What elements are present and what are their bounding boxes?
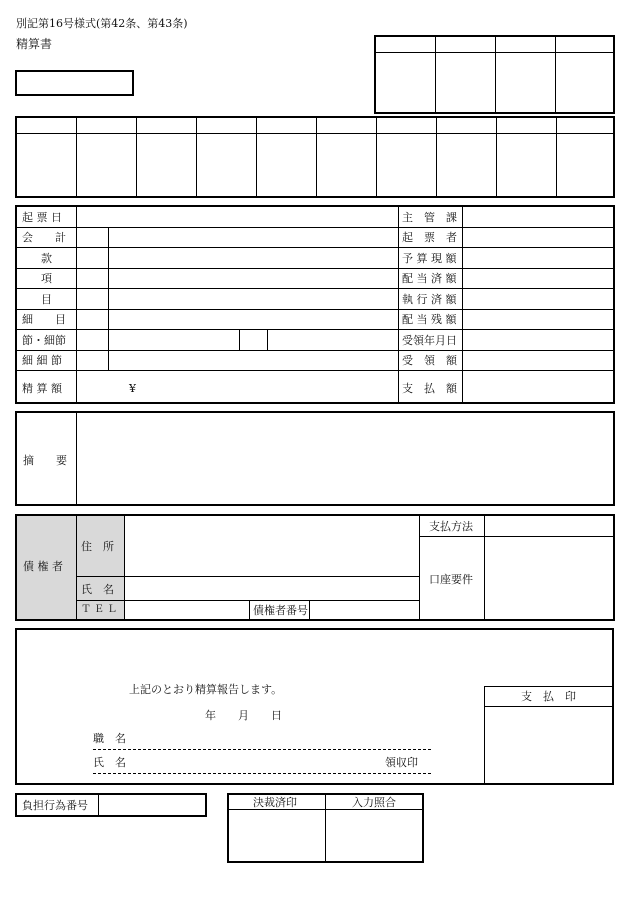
- top-right-stamp-grid[interactable]: [374, 35, 615, 114]
- label-subclause: 細 細 節: [22, 354, 62, 367]
- summary-box: [15, 411, 615, 506]
- form-number: 別記第16号様式(第42条、第43条): [16, 17, 188, 30]
- approval-seal-field[interactable]: [229, 810, 325, 861]
- address-field[interactable]: [125, 516, 419, 576]
- label-receipt-date: 受領年月日: [402, 334, 457, 347]
- report-box: [15, 628, 614, 785]
- summary-field[interactable]: [77, 413, 613, 504]
- payment-seal-field[interactable]: [485, 707, 612, 783]
- label-payment-method: 支払方法: [429, 520, 473, 533]
- label-payment-seal: 支 払 印: [521, 690, 576, 703]
- label-summary: 摘 要: [23, 454, 67, 467]
- creditor-box: [15, 514, 615, 621]
- yen-symbol: ¥: [129, 382, 136, 395]
- label-drafter: 起 票 者: [402, 231, 457, 244]
- report-statement: 上記のとおり精算報告します。: [129, 683, 283, 696]
- label-address: 住 所: [81, 540, 114, 553]
- label-receipt-seal: 領収印: [385, 756, 418, 769]
- account-table: [15, 205, 615, 404]
- account-requirements-field[interactable]: [485, 537, 613, 619]
- label-job-title: 職 名: [93, 732, 126, 745]
- label-item: 項: [41, 272, 52, 285]
- payment-method-field[interactable]: [485, 516, 613, 536]
- label-payment-amount: 支 払 額: [402, 382, 457, 395]
- label-signer-name: 氏 名: [93, 756, 126, 769]
- document-number-field[interactable]: [15, 70, 134, 96]
- commitment-number-box: [15, 793, 207, 817]
- name-field[interactable]: [125, 577, 419, 600]
- label-section: 款: [41, 252, 52, 265]
- tel-field[interactable]: [125, 601, 249, 621]
- approval-input-box: [227, 793, 424, 863]
- label-account: 会 計: [22, 231, 66, 244]
- approval-seal-row[interactable]: [15, 116, 615, 198]
- commitment-number-field[interactable]: [99, 795, 205, 815]
- label-remaining-amount: 配 当 残 額: [402, 313, 457, 326]
- label-input-check: 入力照合: [352, 796, 396, 809]
- form-title: 精算書: [16, 37, 53, 51]
- creditor-number-field[interactable]: [310, 601, 419, 621]
- label-subitem: 目: [41, 293, 52, 306]
- input-check-field[interactable]: [326, 810, 422, 861]
- report-date: 年 月 日: [205, 709, 282, 722]
- label-tel: ＴＥＬ: [81, 604, 120, 615]
- label-creditor: 債 権 者: [23, 560, 63, 573]
- label-allocated-amount: 配 当 済 額: [402, 272, 457, 285]
- label-issue-date: 起 票 日: [22, 211, 62, 224]
- label-department: 主 管 課: [402, 211, 457, 224]
- label-account-requirements: 口座要件: [429, 573, 473, 586]
- label-approval-seal: 決裁済印: [253, 796, 297, 809]
- label-creditor-number: 債権者番号: [253, 604, 308, 617]
- label-clause: 節・細節: [22, 334, 66, 347]
- label-commitment-number: 負担行為番号: [22, 799, 88, 812]
- label-executed-amount: 執 行 済 額: [402, 293, 457, 306]
- label-budget-amount: 予 算 現 額: [402, 252, 457, 265]
- label-name: 氏 名: [81, 583, 114, 596]
- label-received-amount: 受 領 額: [402, 354, 457, 367]
- label-detail: 細 目: [22, 313, 66, 326]
- label-settlement-amount: 精 算 額: [22, 382, 62, 395]
